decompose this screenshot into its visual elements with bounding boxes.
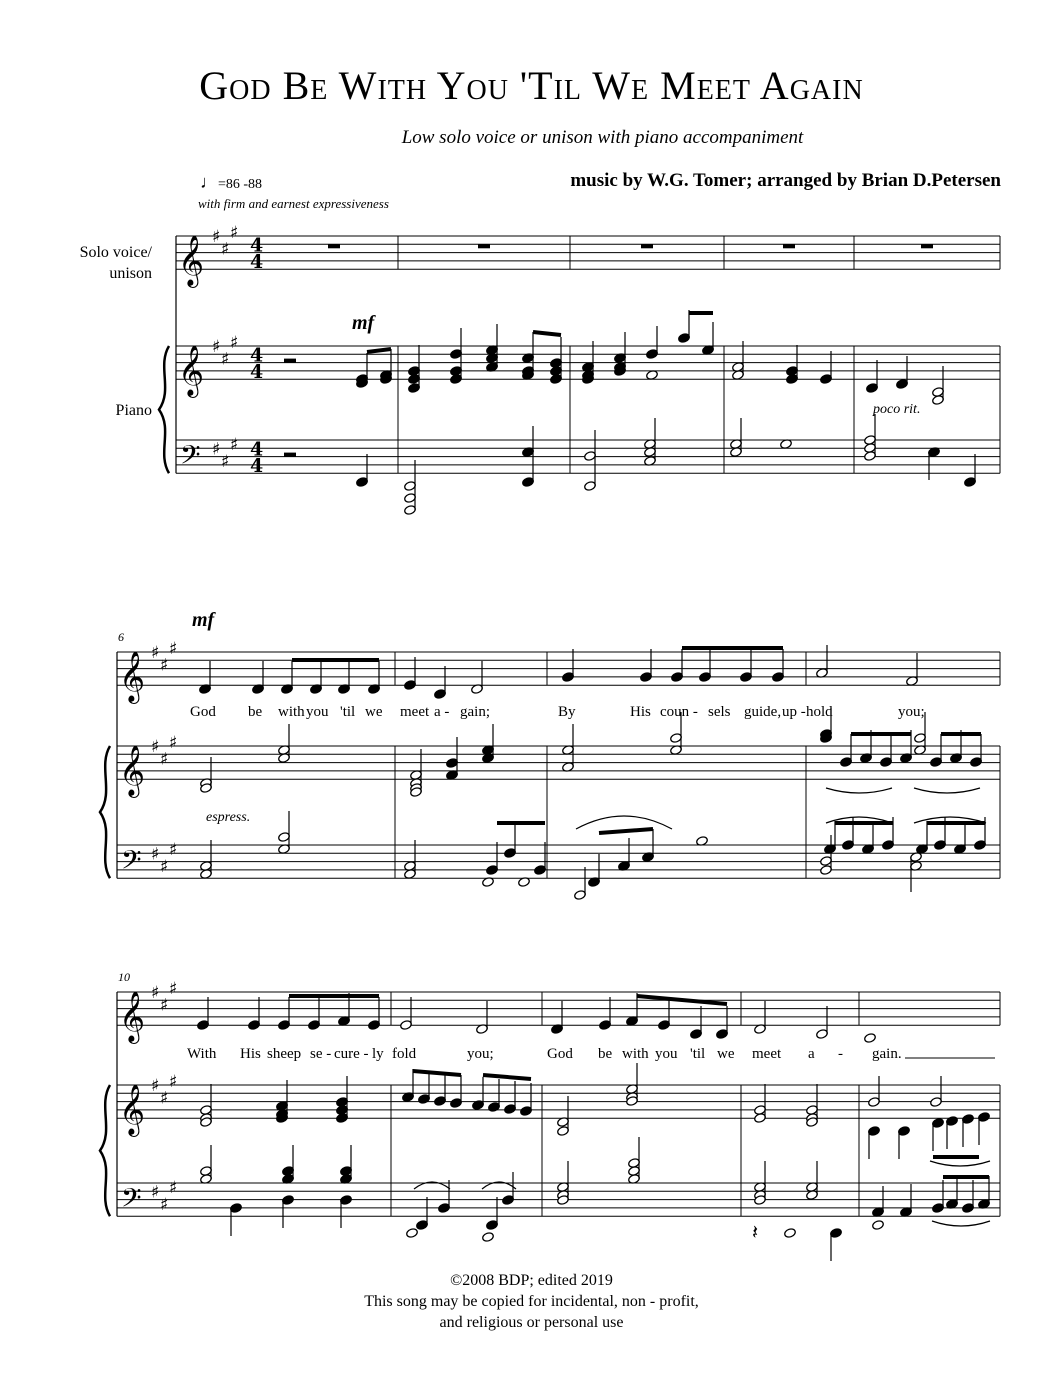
staff bbox=[176, 236, 1000, 269]
slur bbox=[930, 1161, 990, 1166]
lyric: you bbox=[655, 1046, 678, 1062]
bass-clef-icon: 𝄢 bbox=[121, 1181, 142, 1220]
lyric: With bbox=[187, 1046, 217, 1062]
beam bbox=[483, 1075, 531, 1079]
subtitle: Low solo voice or unison with piano accompaniment bbox=[401, 127, 804, 148]
bass-clef-icon: 𝄢 bbox=[180, 438, 201, 477]
whole-rest-icon bbox=[641, 244, 653, 248]
lyric: His bbox=[240, 1046, 261, 1062]
treble-clef-icon: 𝄞 bbox=[178, 235, 205, 287]
beam bbox=[413, 1071, 461, 1075]
whole-rest-icon bbox=[921, 244, 933, 248]
beam bbox=[599, 829, 653, 833]
sharp-icon: ♯ bbox=[151, 737, 160, 757]
whole-rest-icon bbox=[478, 244, 490, 248]
lyric: hold bbox=[806, 704, 833, 720]
tempo-value: =86 -88 bbox=[218, 177, 263, 192]
sharp-icon: ♯ bbox=[169, 1071, 178, 1092]
bass-clef-icon: 𝄢 bbox=[121, 843, 142, 882]
time-signature-denominator: 4 bbox=[250, 455, 264, 478]
staff bbox=[117, 746, 1000, 779]
lyric: gain; bbox=[460, 704, 490, 720]
permission-line: This song may be copied for incidental, non - profit, bbox=[364, 1293, 699, 1310]
lyric: guide, bbox=[744, 704, 782, 720]
page-title: God Be With You 'Til We Meet Again bbox=[199, 63, 864, 108]
beam bbox=[367, 349, 391, 352]
time-signature-denominator: 4 bbox=[250, 361, 264, 384]
sharp-icon: ♯ bbox=[169, 732, 178, 753]
sharp-icon: ♯ bbox=[230, 222, 239, 243]
sharp-icon: ♯ bbox=[230, 435, 239, 456]
lyric: we bbox=[717, 1046, 735, 1062]
lyric: sheep bbox=[267, 1046, 302, 1062]
treble-clef-icon: 𝄞 bbox=[119, 991, 146, 1043]
whole-rest-icon bbox=[328, 244, 340, 248]
lyric: - bbox=[838, 1046, 843, 1062]
slur bbox=[826, 788, 892, 793]
staff bbox=[117, 1085, 1000, 1118]
treble-clef-icon: 𝄞 bbox=[178, 345, 205, 397]
sharp-icon: ♯ bbox=[169, 840, 178, 861]
piano-brace-icon bbox=[159, 346, 169, 473]
sharp-icon: ♯ bbox=[212, 439, 221, 460]
sharp-icon: ♯ bbox=[160, 1088, 169, 1109]
note-head bbox=[872, 1220, 885, 1231]
lyric: cure - bbox=[334, 1046, 369, 1062]
lyric: we bbox=[365, 704, 383, 720]
sharp-icon: ♯ bbox=[221, 451, 230, 472]
sharp-icon: ♯ bbox=[169, 1178, 178, 1199]
staff bbox=[117, 992, 1000, 1025]
piano-brace-icon bbox=[100, 1085, 110, 1216]
sharp-icon: ♯ bbox=[160, 1194, 169, 1215]
poco-rit-marking: poco rit. bbox=[873, 402, 921, 417]
copyright-line: ©2008 BDP; edited 2019 bbox=[450, 1272, 613, 1289]
lyric: 'til bbox=[690, 1046, 706, 1062]
instrument-label-solo: Solo voice/ unison bbox=[79, 244, 152, 282]
lyric: a - bbox=[434, 704, 450, 720]
staff bbox=[117, 652, 1000, 685]
lyric: fold bbox=[392, 1046, 417, 1062]
slur bbox=[914, 788, 980, 793]
note-head bbox=[406, 1228, 419, 1239]
lyric: God bbox=[190, 704, 216, 720]
piano-brace-icon bbox=[100, 746, 110, 878]
note-head bbox=[784, 1228, 797, 1239]
sharp-icon: ♯ bbox=[151, 1182, 160, 1203]
lyric: you; bbox=[467, 1046, 494, 1062]
lyric: be bbox=[598, 1046, 613, 1062]
sharp-icon: ♯ bbox=[169, 638, 178, 659]
measure-number-6: 6 bbox=[118, 630, 124, 644]
treble-clef-icon: 𝄞 bbox=[119, 1084, 146, 1136]
sharp-icon: ♯ bbox=[221, 239, 230, 260]
lyric: gain. bbox=[872, 1046, 902, 1062]
measure-number-10: 10 bbox=[118, 970, 130, 984]
lyric: His bbox=[630, 704, 651, 720]
espress-marking: espress. bbox=[206, 810, 251, 825]
whole-rest-icon bbox=[783, 244, 795, 248]
sharp-icon: ♯ bbox=[230, 332, 239, 353]
lyric: meet bbox=[752, 1046, 782, 1062]
dynamic-mf-1: mf bbox=[352, 312, 375, 334]
quarter-note-icon: ♩ bbox=[200, 172, 218, 192]
lyric: meet bbox=[400, 704, 430, 720]
lyric: God bbox=[547, 1046, 573, 1062]
instrument-label-piano: Piano bbox=[115, 402, 152, 419]
treble-clef-icon: 𝄞 bbox=[119, 745, 146, 797]
sharp-icon: ♯ bbox=[160, 856, 169, 877]
slur bbox=[576, 816, 672, 829]
time-signature-numerator: 4 bbox=[250, 344, 264, 367]
note-head bbox=[864, 1033, 877, 1044]
dynamic-mf-2: mf bbox=[192, 609, 215, 631]
quarter-rest-icon: 𝄽 bbox=[752, 1220, 759, 1244]
time-signature-numerator: 4 bbox=[250, 234, 264, 257]
lyric: with bbox=[622, 1046, 649, 1062]
half-rest-icon bbox=[284, 359, 296, 363]
slur bbox=[932, 1221, 990, 1226]
expression-marking: with firm and earnest expressiveness bbox=[198, 196, 389, 211]
lyric: 'til bbox=[340, 704, 356, 720]
sharp-icon: ♯ bbox=[212, 227, 221, 247]
sharp-icon: ♯ bbox=[160, 655, 169, 676]
sharp-icon: ♯ bbox=[212, 337, 221, 357]
sharp-icon: ♯ bbox=[151, 1076, 160, 1096]
sharp-icon: ♯ bbox=[160, 995, 169, 1016]
lyric: ly bbox=[372, 1046, 384, 1062]
sharp-icon: ♯ bbox=[151, 983, 160, 1003]
lyric: se - bbox=[310, 1046, 332, 1062]
treble-clef-icon: 𝄞 bbox=[119, 651, 146, 703]
lyric: you; bbox=[898, 704, 925, 720]
lyric: be bbox=[248, 704, 263, 720]
time-signature-denominator: 4 bbox=[250, 251, 264, 274]
lyric: with bbox=[278, 704, 305, 720]
composer-credits: music by W.G. Tomer; arranged by Brian D.Petersen bbox=[570, 170, 1001, 191]
sharp-icon: ♯ bbox=[169, 978, 178, 999]
note-head bbox=[482, 1232, 495, 1243]
sharp-icon: ♯ bbox=[151, 643, 160, 663]
lyric: By bbox=[558, 704, 576, 720]
time-signature-numerator: 4 bbox=[250, 438, 264, 461]
half-rest-icon bbox=[284, 453, 296, 457]
sharp-icon: ♯ bbox=[221, 349, 230, 370]
lyric: you bbox=[306, 704, 329, 720]
permission-line: and religious or personal use bbox=[439, 1314, 624, 1331]
lyric: sels bbox=[708, 704, 731, 720]
sharp-icon: ♯ bbox=[160, 749, 169, 770]
lyric: up - bbox=[782, 704, 806, 720]
lyric: coun - bbox=[660, 704, 698, 720]
sharp-icon: ♯ bbox=[151, 844, 160, 865]
lyric: a bbox=[808, 1046, 815, 1062]
beam bbox=[533, 332, 561, 335]
